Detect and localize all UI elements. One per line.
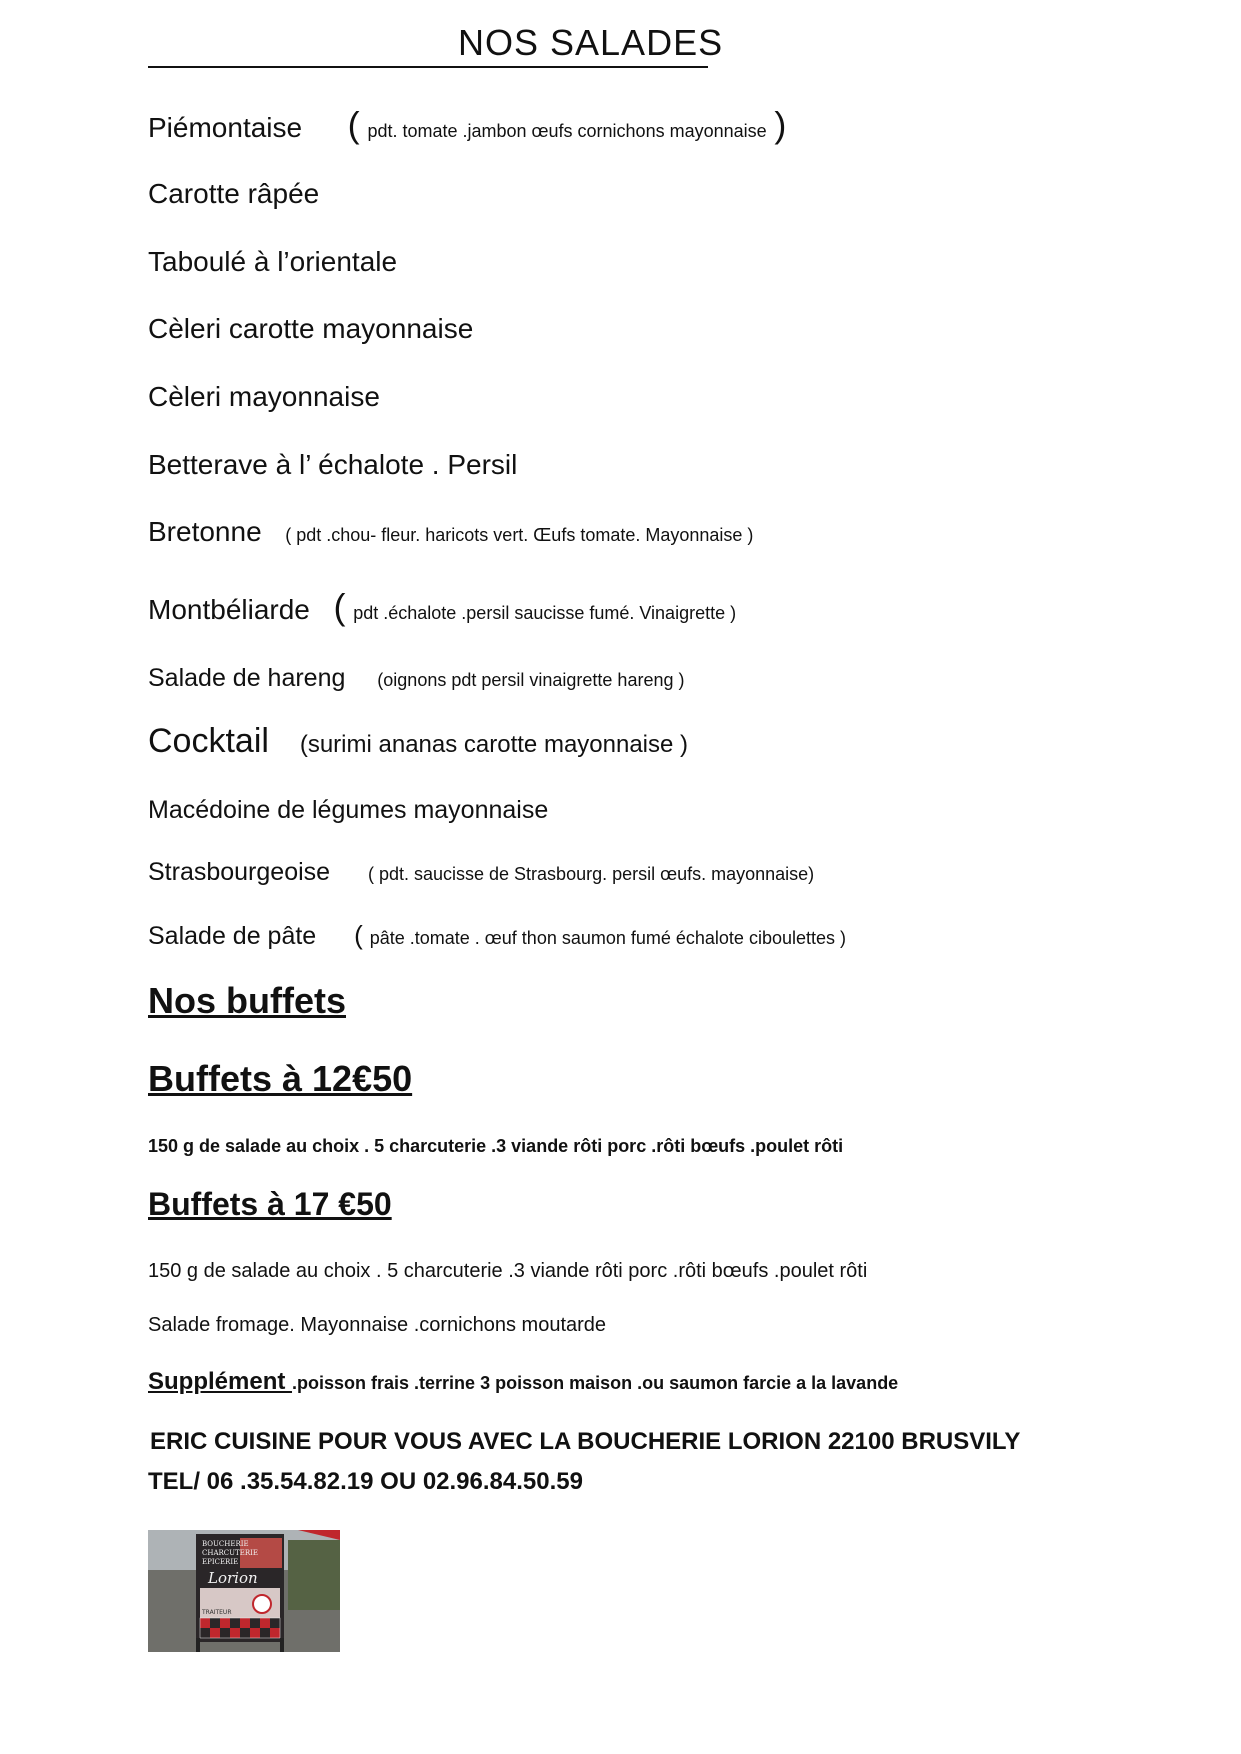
close-paren: ) xyxy=(774,104,787,145)
open-paren: ( xyxy=(347,104,360,145)
sign-footer: TRAITEUR xyxy=(202,1609,232,1616)
salad-item xyxy=(148,858,814,887)
salad-name: Strasbourgeoise xyxy=(148,858,331,886)
supplement-label: Supplément xyxy=(148,1368,293,1395)
salad-item xyxy=(148,178,319,210)
shop-photo-image xyxy=(148,1530,340,1652)
salad-name: Salade de hareng xyxy=(148,664,346,692)
page-title: NOS SALADES xyxy=(458,22,724,63)
salad-item xyxy=(148,722,688,761)
buffet-12-title: Buffets à 12€50 xyxy=(148,1058,413,1099)
sign-line3: EPICERIE xyxy=(202,1558,239,1566)
buffet-17-line2: Salade fromage. Mayonnaise .cornichons moutarde xyxy=(148,1314,607,1336)
salad-name: Taboulé à l’orientale xyxy=(148,246,398,277)
salad-name: Cèleri carotte mayonnaise xyxy=(148,313,474,344)
salad-desc: (surimi ananas carotte mayonnaise ) xyxy=(299,731,689,758)
shop-photo xyxy=(148,1530,340,1652)
salad-name: Betterave à l’ échalote . Persil xyxy=(148,449,518,480)
salad-name: Cèleri mayonnaise xyxy=(148,381,380,412)
salad-desc: (oignons pdt persil vinaigrette hareng ) xyxy=(377,670,685,690)
salad-desc: pdt. tomate .jambon œufs cornichons mayonnaise xyxy=(367,121,767,141)
title-block xyxy=(148,18,724,68)
contact-line1: ERIC CUISINE POUR VOUS AVEC LA BOUCHERIE LORION 22100 BRUSVILY xyxy=(150,1428,1021,1455)
supplement-text: .poisson frais .terrine 3 poisson maison .ou saumon farcie a la lavande xyxy=(292,1373,899,1393)
buffets-heading: Nos buffets xyxy=(148,980,346,1021)
salad-item xyxy=(148,381,380,413)
salad-name: Piémontaise xyxy=(148,112,303,143)
salad-item xyxy=(148,104,786,146)
salad-desc: ( pdt. saucisse de Strasbourg. persil œufs. mayonnaise) xyxy=(367,864,815,884)
salad-item xyxy=(148,516,753,548)
buffet-17-title: Buffets à 17 €50 xyxy=(148,1186,392,1222)
salad-item xyxy=(148,664,684,693)
buffet-17-line1: 150 g de salade au choix . 5 charcuterie .3 viande rôti porc .rôti bœufs .poulet rôti xyxy=(148,1260,868,1282)
salad-name: Macédoine de légumes mayonnaise xyxy=(148,796,549,824)
salad-name: Montbéliarde xyxy=(148,594,310,625)
salad-item xyxy=(148,313,473,345)
sign-line2: CHARCUTERIE xyxy=(202,1549,258,1557)
salad-item xyxy=(148,796,548,825)
buffet-12-line: 150 g de salade au choix . 5 charcuterie .3 viande rôti porc .rôti bœufs .poulet rôti xyxy=(148,1136,844,1156)
salad-item xyxy=(148,449,517,481)
salad-item xyxy=(148,920,846,951)
salad-desc: ( pdt .chou- fleur. haricots vert. Œufs tomate. Mayonnaise ) xyxy=(285,525,754,545)
sign-line1: BOUCHERIE xyxy=(202,1540,249,1548)
sign-brand: Lorion xyxy=(208,1569,258,1587)
salad-name: Carotte râpée xyxy=(148,178,320,209)
salad-name: Bretonne xyxy=(148,516,262,547)
supplement-line xyxy=(148,1368,898,1396)
open-paren: ( xyxy=(333,586,346,627)
salad-name: Cocktail xyxy=(148,722,269,760)
salad-desc: pdt .échalote .persil saucisse fumé. Vinaigrette ) xyxy=(353,603,737,623)
salad-desc: pâte .tomate . œuf thon saumon fumé échalote ciboulettes ) xyxy=(369,928,846,948)
contact-phone: TEL/ 06 .35.54.82.19 OU 02.96.84.50.59 xyxy=(148,1468,583,1495)
salad-item xyxy=(148,586,736,628)
open-paren: ( xyxy=(354,920,363,950)
salad-item xyxy=(148,246,397,278)
salad-name: Salade de pâte xyxy=(148,922,317,950)
